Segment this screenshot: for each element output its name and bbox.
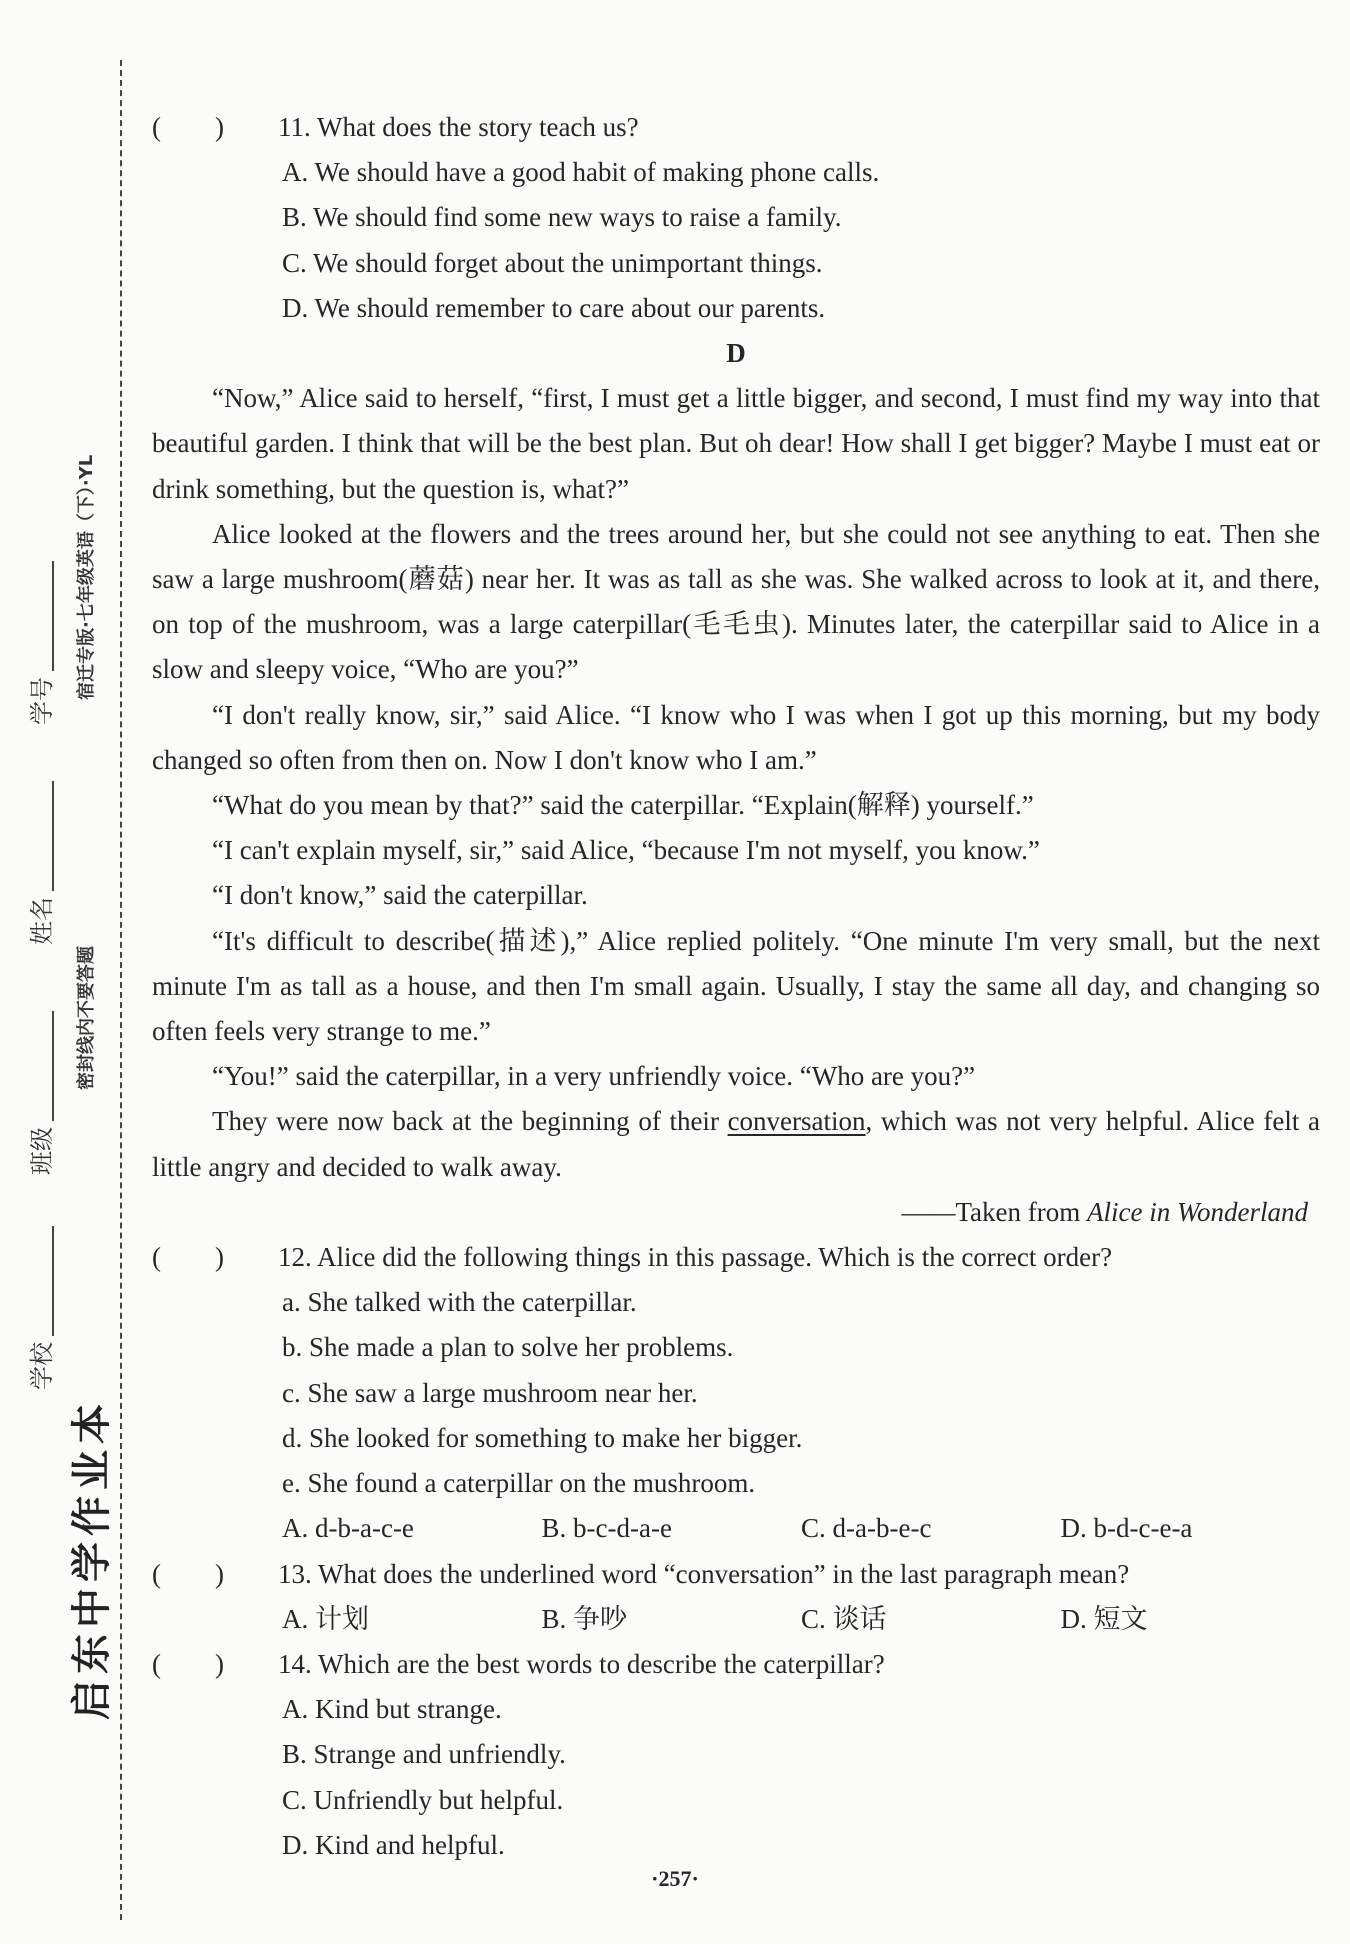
q12-choices bbox=[152, 1506, 1320, 1551]
answer-paren-14[interactable]: ( ) bbox=[152, 1648, 224, 1679]
q13-choices bbox=[152, 1597, 1320, 1642]
q11-option-b: B. We should find some new ways to raise a family. bbox=[282, 202, 842, 233]
last-para-start: They were now back at the beginning of their bbox=[212, 1106, 728, 1137]
series-label: 宿迁专版·七年级英语（下）·YL bbox=[76, 454, 97, 700]
q13-choice-c: C. 谈话 bbox=[801, 1603, 887, 1634]
q12-choice-d: D. b-d-c-e-a bbox=[1060, 1513, 1193, 1544]
school-label: 学校 bbox=[28, 1342, 56, 1390]
q12-choice-b: B. b-c-d-a-e bbox=[541, 1513, 672, 1544]
question-13 bbox=[152, 1552, 1320, 1597]
passage-paragraph: “Now,” Alice said to herself, “first, I must get a little bigger, and second, I must find my way into that beautiful garden. I think that will be the best plan. But oh dear! How shall I get bigger? Maybe I must eat or drink something, but the question is, what?” bbox=[152, 383, 1320, 504]
q11-option-c: C. We should forget about the unimportant things. bbox=[282, 247, 823, 278]
passage-paragraph: “I don't really know, sir,” said Alice. “I know who I was when I got up this morning, but my body changed so often from then on. Now I don't know who I am.” bbox=[152, 699, 1320, 775]
question-13-stem: 13. What does the underlined word “conversation” in the last paragraph mean? bbox=[278, 1558, 1130, 1589]
section-d-title: D bbox=[726, 338, 746, 369]
class-field bbox=[22, 1011, 57, 1175]
q12-choice-c: C. d-a-b-e-c bbox=[801, 1513, 932, 1544]
student-id-blank[interactable] bbox=[32, 561, 54, 671]
q14-option-d: D. Kind and helpful. bbox=[282, 1829, 505, 1860]
q14-option-a: A. Kind but strange. bbox=[282, 1694, 502, 1725]
source-prefix: ——Taken from bbox=[901, 1196, 1088, 1227]
question-14-stem: 14. Which are the best words to describe the caterpillar? bbox=[278, 1648, 885, 1679]
passage-paragraph: “I don't know,” said the caterpillar. bbox=[212, 880, 588, 911]
last-para-end: , which was not very helpful. Alice felt a little angry and decided to walk away. bbox=[152, 1106, 1321, 1182]
class-blank[interactable] bbox=[32, 1011, 54, 1121]
q11-option-d: D. We should remember to care about our parents. bbox=[282, 292, 826, 323]
seal-note: 密封线内不要答题 bbox=[76, 946, 97, 1090]
student-id-label: 学号 bbox=[28, 677, 56, 725]
binding-margin bbox=[0, 0, 135, 1944]
main-content bbox=[152, 105, 1320, 1868]
q13-choice-d: D. 短文 bbox=[1060, 1603, 1148, 1634]
school-field bbox=[22, 1226, 57, 1390]
passage-last-paragraph bbox=[152, 1099, 1320, 1189]
name-label: 姓名 bbox=[28, 897, 56, 945]
q14-option-b: B. Strange and unfriendly. bbox=[282, 1739, 566, 1770]
passage-paragraph: “You!” said the caterpillar, in a very unfriendly voice. “Who are you?” bbox=[212, 1061, 976, 1092]
question-12 bbox=[152, 1235, 1320, 1280]
underlined-word: conversation bbox=[727, 1106, 866, 1137]
seal-dashed-line bbox=[120, 60, 122, 1920]
passage-paragraph: “I can't explain myself, sir,” said Alice, “because I'm not myself, you know.” bbox=[212, 835, 1040, 866]
passage-paragraph: Alice looked at the flowers and the trees around her, but she could not see anything to eat. Then she saw a large mushroom(蘑菇) near her. It was as tall as she was. She walked across to look at it, and there, on top of the mushroom, was a large caterpillar(毛毛虫). Minutes later, the caterpillar said to Alice in a slow and sleepy voice, “Who are you?” bbox=[152, 518, 1320, 685]
q12-item-c: c. She saw a large mushroom near her. bbox=[282, 1377, 698, 1408]
q11-option-a: A. We should have a good habit of making phone calls. bbox=[282, 157, 880, 188]
q13-choice-b: B. 争吵 bbox=[541, 1603, 628, 1634]
name-field bbox=[22, 781, 57, 945]
answer-paren-12[interactable]: ( ) bbox=[152, 1242, 224, 1273]
school-blank[interactable] bbox=[32, 1226, 54, 1336]
q13-choice-a: A. 计划 bbox=[282, 1603, 369, 1634]
answer-paren-11[interactable]: ( ) bbox=[152, 112, 224, 142]
book-title: 启东中学作业本 bbox=[69, 1398, 115, 1720]
q14-option-c: C. Unfriendly but helpful. bbox=[282, 1784, 564, 1815]
source-title: Alice in Wonderland bbox=[1087, 1196, 1308, 1227]
passage-source bbox=[152, 1190, 1320, 1235]
page-number: ·257· bbox=[651, 1866, 699, 1891]
q12-item-b: b. She made a plan to solve her problems. bbox=[282, 1332, 734, 1363]
student-id-field bbox=[22, 561, 57, 725]
class-label: 班级 bbox=[28, 1127, 56, 1175]
question-14 bbox=[152, 1642, 1320, 1687]
answer-paren-13[interactable]: ( ) bbox=[152, 1558, 224, 1589]
question-12-stem: 12. Alice did the following things in this passage. Which is the correct order? bbox=[278, 1242, 1113, 1273]
q12-choice-a: A. d-b-a-c-e bbox=[282, 1513, 414, 1544]
passage-paragraph: “It's difficult to describe(描述),” Alice replied politely. “One minute I'm very small, but the next minute I'm as tall as a house, and then I'm small again. Usually, I stay the same all day, and changing so often feels very strange to me.” bbox=[152, 925, 1320, 1047]
question-11 bbox=[152, 105, 1320, 150]
q12-item-a: a. She talked with the caterpillar. bbox=[282, 1287, 637, 1318]
question-11-stem: 11. What does the story teach us? bbox=[278, 112, 639, 142]
passage-paragraph: “What do you mean by that?” said the caterpillar. “Explain(解释) yourself.” bbox=[212, 790, 1034, 821]
q12-item-d: d. She looked for something to make her bigger. bbox=[282, 1422, 803, 1453]
q12-item-e: e. She found a caterpillar on the mushroom. bbox=[282, 1468, 756, 1499]
name-blank[interactable] bbox=[32, 781, 54, 891]
